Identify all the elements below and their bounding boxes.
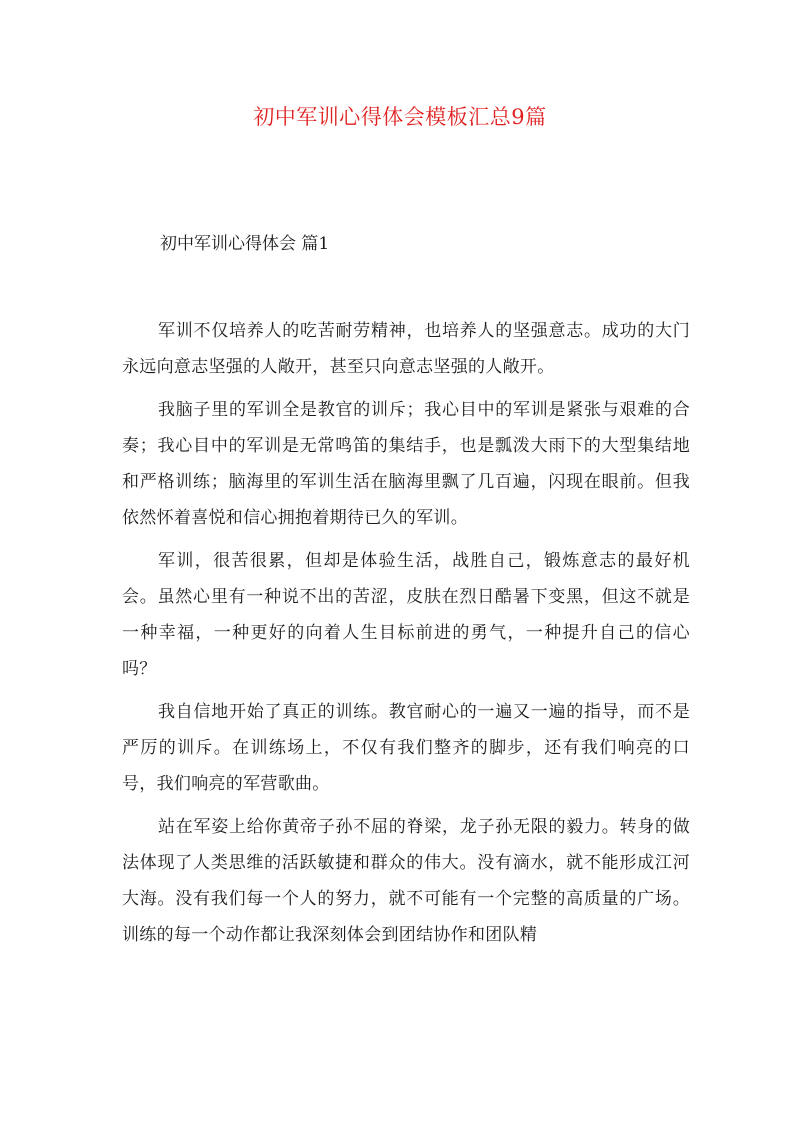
paragraph: 我自信地开始了真正的训练。教官耐心的一遍又一遍的指导，而不是严厉的训斥。在训练场上，不仅有我们整齐的脚步，还有我们响亮的口号，我们响亮的军营歌曲。 (122, 702, 690, 794)
paragraph: 我脑子里的军训全是教官的训斥；我心目中的军训是紧张与艰难的合奏；我心目中的军训是无常鸣笛的集结手，也是瓢泼大雨下的大型集结地和严格训练；脑海里的军训生活在脑海里飘了几百遍，闪现在眼前。但我依然怀着喜悦和信心拥抱着期待已久的军训。 (122, 400, 690, 528)
body-text (122, 313, 690, 960)
paragraph: 军训不仅培养人的吃苦耐劳精神，也培养人的坚强意志。成功的大门永远向意志坚强的人敞开，甚至只向意志坚强的人敞开。 (122, 321, 690, 377)
section-heading: 初中军训心得体会 篇1 (160, 234, 330, 254)
document-title: 初中军训心得体会模板汇总9篇 (253, 105, 547, 129)
paragraph: 站在军姿上给你黄帝子孙不屈的脊梁，龙子孙无限的毅力。转身的做法体现了人类思维的活跃敏捷和群众的伟大。没有滴水，就不能形成江河大海。没有我们每一个人的努力，就不可能有一个完整的高质量的广场。训练的每一个动作都让我深刻体会到团结协作和团队精 (122, 817, 690, 945)
paragraph: 军训，很苦很累，但却是体验生活，战胜自己，锻炼意志的最好机会。虽然心里有一种说不出的苦涩，皮肤在烈日酷暑下变黑，但这不就是一种幸福，一种更好的向着人生目标前进的勇气，一种提升自己的信心吗？ (122, 551, 690, 679)
